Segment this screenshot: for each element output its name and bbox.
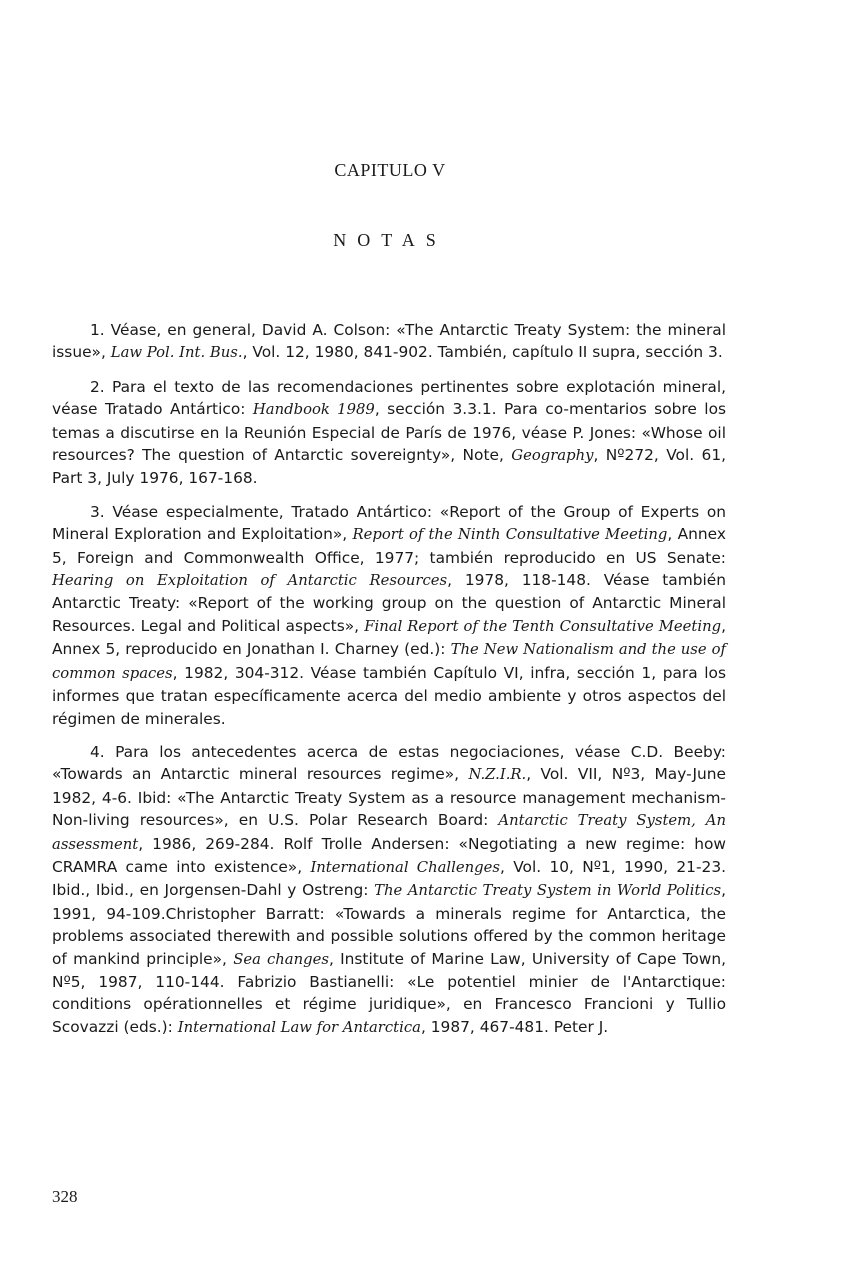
note-text: , Vol. 12, 1980, 841-902. También, capítulo II supra, sección 3.	[242, 343, 723, 362]
note-text: , Institute of Marine Law, University of Cape Town, Nº5, 1987, 110-144. Fabrizio Bastianelli: «Le potentiel minier de l'Antarctique: conditions opérationnelles et régime juridique», en Francesco Francioni y Tullio Scovazzi (eds.):	[52, 949, 726, 1036]
note-text: , Vol. 10, Nº1, 1990, 21-23. Ibid., Ibid., en Jorgensen-Dahl y Ostreng:	[52, 857, 727, 900]
note-text: , 1991, 94-109.Christopher Barratt: «Towards a minerals regime for Antarctica, the problems associated therewith and possible solutions offered by the common heritage of mankind principle»,	[52, 881, 726, 968]
note-text: , Vol. VII, Nº3, May-June 1982, 4-6. Ibid: «The Antarctic Treaty System as a resource management mechanism-Non-living resources», en U.S. Polar Research Board:	[52, 765, 726, 830]
note-citation-italic: The Antarctic Treaty System in World Politics	[374, 882, 722, 900]
note-text: , 1982, 304-312. Véase también Capítulo VI, infra, sección 1, para los informes que tratan específicamente acerca del medio ambiente y otros aspectos del régimen de minerales.	[52, 663, 726, 728]
note-citation-italic: International Challenges	[310, 858, 500, 876]
page-number: 328	[52, 1187, 78, 1206]
note-citation-italic: Final Report of the Tenth Consultative Meeting	[364, 617, 722, 635]
note-citation-italic: Handbook 1989	[252, 401, 375, 419]
note-text: 3. Véase especialmente, Tratado Antártico: «Report of the Group of Experts on Mineral Exploration and Exploitation»,	[52, 502, 726, 544]
note-citation-italic: Geography	[511, 447, 594, 465]
note-citation-italic: The New Nationalism and the use of common spaces	[52, 641, 726, 682]
note-text: , 1978, 118-148. Véase también Antarctic Treaty: «Report of the working group on the question of Antarctic Mineral Resources. Legal and Political aspects»,	[52, 571, 726, 635]
note-text: , sección 3.3.1. Para co-mentarios sobre los temas a discutirse en la Reunión Especial de París de 1976, véase P. Jones: «Whose oil resources? The question of Antarctic sovereignty», Note,	[52, 400, 727, 465]
chapter-title: CAPITULO V	[334, 160, 446, 180]
note-citation-italic: Report of the Ninth Consultative Meeting	[352, 526, 668, 544]
note-citation-italic: International Law for Antarctica	[177, 1018, 421, 1036]
note-citation-italic: Antarctic Treaty System, An assessment	[52, 812, 726, 853]
note-citation-italic: N.Z.I.R.	[468, 766, 527, 784]
section-title: NOTAS	[333, 230, 447, 250]
note-3	[52, 501, 726, 730]
note-text: 4. Para los antecedentes acerca de estas negociaciones, véase C.D. Beeby: «Towards an Antarctic mineral resources regime»,	[52, 742, 726, 784]
note-4	[52, 741, 726, 1039]
note-citation-italic: Law Pol. Int. Bus.	[110, 344, 243, 362]
note-citation-italic: Hearing on Exploitation of Antarctic Resources	[52, 572, 448, 590]
note-2	[52, 376, 726, 490]
note-text: 2. Para el texto de las recomendaciones pertinentes sobre explotación mineral, véase Tratado Antártico:	[52, 377, 726, 419]
note-text: , 1986, 269-284. Rolf Trolle Andersen: «Negotiating a new regime: how CRAMRA came into existence»,	[52, 834, 726, 876]
note-text: , Nº272, Vol. 61, Part 3, July 1976, 167-168.	[52, 446, 727, 488]
note-text: 1. Véase, en general, David A. Colson: «The Antarctic Treaty System: the mineral issue»,	[52, 321, 726, 362]
note-1	[52, 319, 726, 365]
notes-list	[52, 319, 726, 1050]
note-text: , Annex 5, Foreign and Commonwealth Office, 1977; también reproducido en US Senate:	[52, 525, 726, 567]
note-text: , 1987, 467-481. Peter J.	[420, 1017, 609, 1036]
note-citation-italic: Sea changes	[233, 950, 329, 968]
note-text: , Annex 5, reproducido en Jonathan I. Charney (ed.):	[52, 616, 726, 659]
